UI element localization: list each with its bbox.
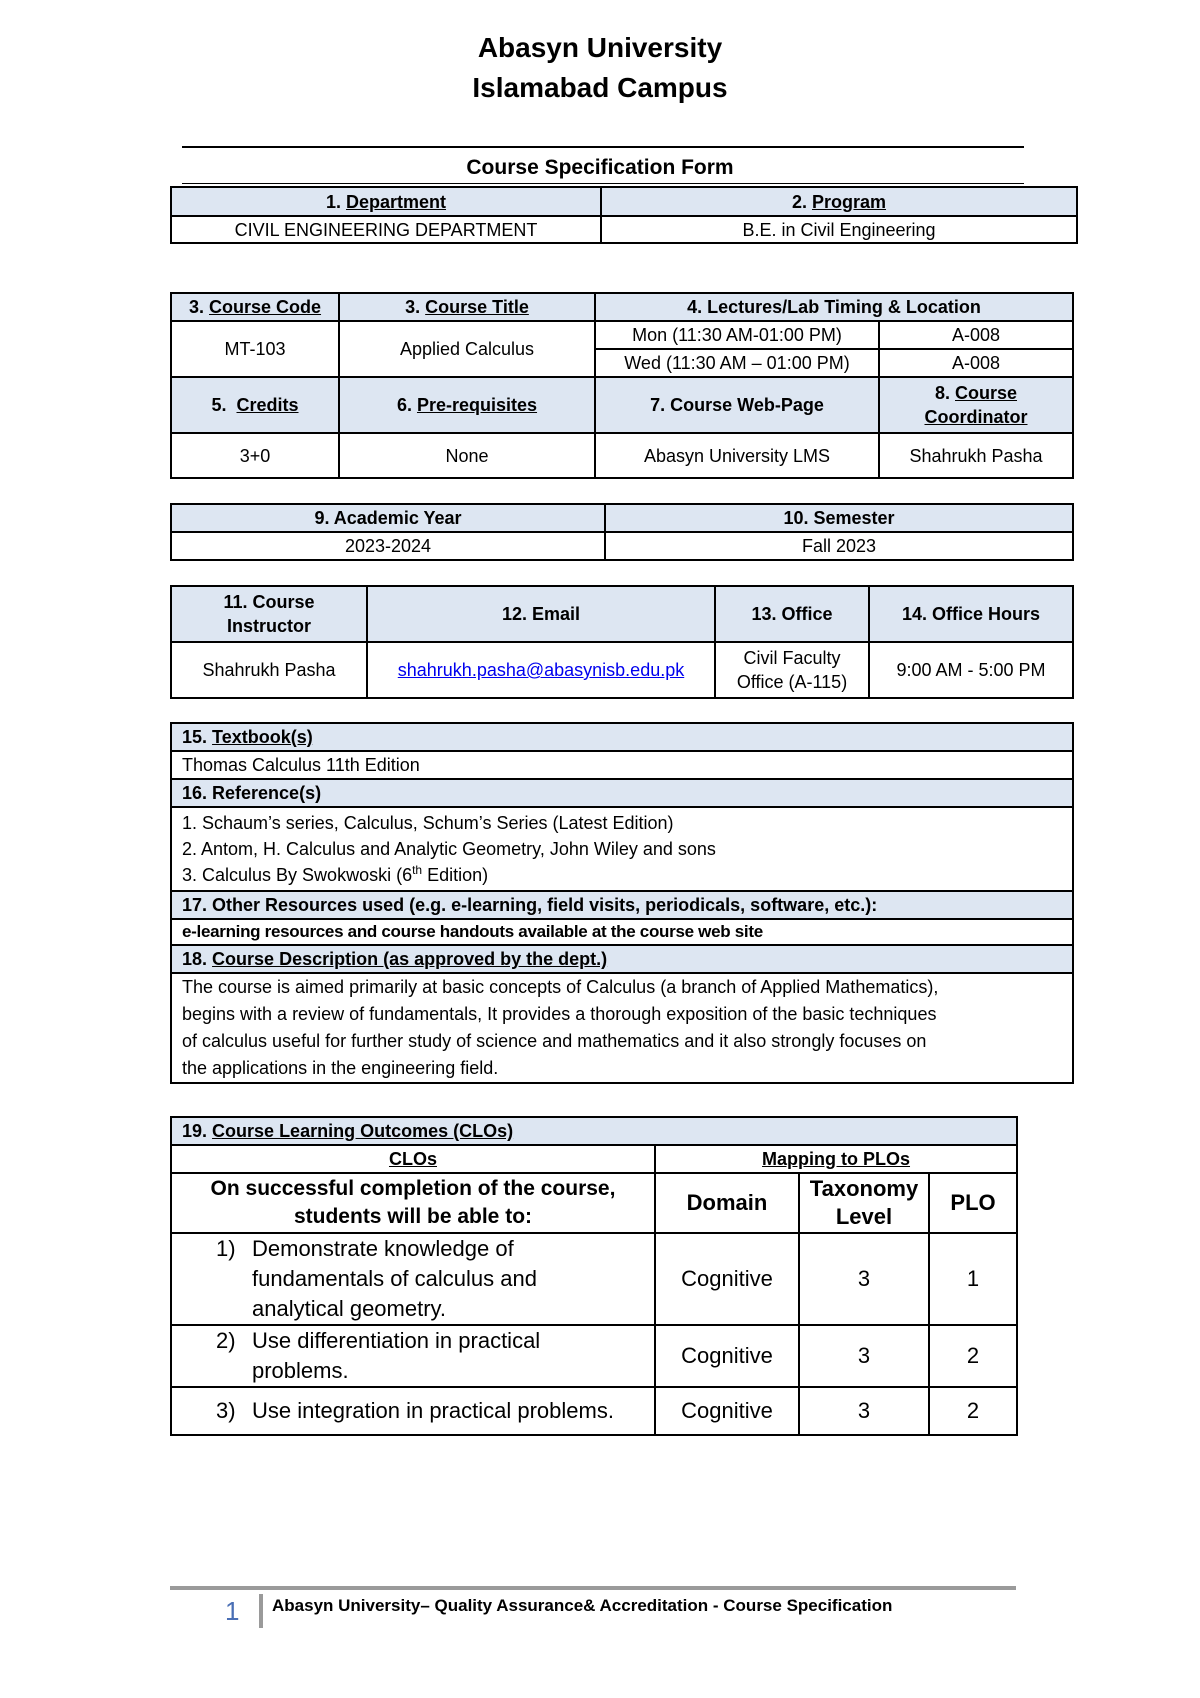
domain-header: Domain (655, 1173, 799, 1233)
header-rule (182, 146, 1024, 148)
instructor-table (170, 585, 1074, 699)
description-line: The course is aimed primarily at basic concepts of Calculus (a branch of Applied Mathematics), (182, 977, 939, 997)
form-title-rule (182, 183, 1024, 184)
clo-intro: On successful completion of the course, students will be able to: (171, 1173, 655, 1233)
prerequisites-value: None (339, 433, 595, 478)
department-table (170, 186, 1078, 244)
reference-item: 1. Schaum’s series, Calculus, Schum’s Series (Latest Edition) (182, 813, 674, 833)
clo-table (170, 1116, 1018, 1436)
course-code-value: MT-103 (171, 321, 339, 377)
clo-domain: Cognitive (655, 1233, 799, 1325)
other-resources-header: 17. Other Resources used (e.g. e-learning, field visits, periodicals, software, etc.): (171, 891, 1073, 919)
university-name: Abasyn University (477, 32, 723, 63)
webpage-value: Abasyn University LMS (595, 433, 879, 478)
textbook-header: 15. Textbook(s) (171, 723, 1073, 751)
footer-text: Abasyn University– Quality Assurance& Accreditation - Course Specification (272, 1596, 893, 1615)
semester-value: Fall 2023 (605, 532, 1073, 560)
clo-statement: 1) Demonstrate knowledge of fundamentals of calculus and analytical geometry. (171, 1233, 655, 1325)
course-code-header: 3. Course Code (171, 293, 339, 321)
description-line: the applications in the engineering field. (182, 1058, 499, 1078)
department-header: 1. Department (171, 187, 601, 216)
coordinator-header: 8. Course Coordinator (879, 377, 1073, 433)
reference-header: 16. Reference(s) (171, 779, 1073, 807)
clo-level: 3 (799, 1233, 929, 1325)
clo-section-header: 19. Course Learning Outcomes (CLOs) (171, 1117, 1017, 1145)
footer-divider (259, 1594, 263, 1628)
clos-header: CLOs (171, 1145, 655, 1173)
reference-item: 3. Calculus By Swokwoski (6th Edition) (182, 863, 489, 885)
clo-plo: 1 (929, 1233, 1017, 1325)
timing-location: A-008 (879, 349, 1073, 377)
instructor-header: 11. Course Instructor (171, 586, 367, 642)
campus-name: Islamabad Campus (472, 72, 728, 103)
reference-list (171, 807, 1073, 891)
webpage-header: 7. Course Web-Page (595, 377, 879, 433)
other-resources-value: e-learning resources and course handouts available at the course web site (171, 919, 1073, 945)
textbook-value: Thomas Calculus 11th Edition (171, 751, 1073, 779)
academic-year-header: 9. Academic Year (171, 504, 605, 532)
page-number: 1 (225, 1596, 240, 1626)
instructor-value: Shahrukh Pasha (171, 642, 367, 698)
email-header: 12. Email (367, 586, 715, 642)
clo-domain: Cognitive (655, 1325, 799, 1387)
form-title: Course Specification Form (466, 156, 734, 179)
timing-header: 4. Lectures/Lab Timing & Location (595, 293, 1073, 321)
description-line: begins with a review of fundamentals, It provides a thorough exposition of the basic techniques (182, 1004, 937, 1024)
prerequisites-header: 6. Pre-requisites (339, 377, 595, 433)
clo-plo: 2 (929, 1387, 1017, 1435)
clo-level: 3 (799, 1387, 929, 1435)
clo-statement: 2) Use differentiation in practical problems. (171, 1325, 655, 1387)
course-title-value: Applied Calculus (339, 321, 595, 377)
timing-location: A-008 (879, 321, 1073, 349)
office-hours-header: 14. Office Hours (869, 586, 1073, 642)
course-table (170, 292, 1074, 479)
clo-level: 3 (799, 1325, 929, 1387)
resources-table (170, 722, 1074, 1084)
academic-year-table (170, 503, 1074, 561)
clo-plo: 2 (929, 1325, 1017, 1387)
clo-domain: Cognitive (655, 1387, 799, 1435)
academic-year-value: 2023-2024 (171, 532, 605, 560)
email-link[interactable]: shahrukh.pasha@abasynisb.edu.pk (397, 660, 685, 680)
description-line: of calculus useful for further study of science and mathematics and it also strongly focuses on (182, 1031, 927, 1051)
semester-header: 10. Semester (605, 504, 1073, 532)
office-header: 13. Office (715, 586, 869, 642)
reference-item: 2. Antom, H. Calculus and Analytic Geometry, John Wiley and sons (182, 839, 716, 859)
clo-statement: 3) Use integration in practical problems. (171, 1387, 655, 1435)
email-value (367, 642, 715, 698)
program-header: 2. Program (601, 187, 1077, 216)
course-title-header: 3. Course Title (339, 293, 595, 321)
mapping-header: Mapping to PLOs (655, 1145, 1017, 1173)
credits-value: 3+0 (171, 433, 339, 478)
footer-rule (170, 1586, 1016, 1590)
office-value: Civil Faculty Office (A-115) (715, 642, 869, 698)
description-header: 18. Course Description (as approved by the dept.) (171, 945, 1073, 973)
description-body (171, 973, 1073, 1083)
coordinator-value: Shahrukh Pasha (879, 433, 1073, 478)
plo-header: PLO (929, 1173, 1017, 1233)
department-value: CIVIL ENGINEERING DEPARTMENT (171, 216, 601, 243)
office-hours-value: 9:00 AM - 5:00 PM (869, 642, 1073, 698)
program-value: B.E. in Civil Engineering (601, 216, 1077, 243)
credits-header: 5. Credits (171, 377, 339, 433)
timing-time: Mon (11:30 AM-01:00 PM) (595, 321, 879, 349)
taxonomy-header: Taxonomy Level (799, 1173, 929, 1233)
timing-time: Wed (11:30 AM – 01:00 PM) (595, 349, 879, 377)
